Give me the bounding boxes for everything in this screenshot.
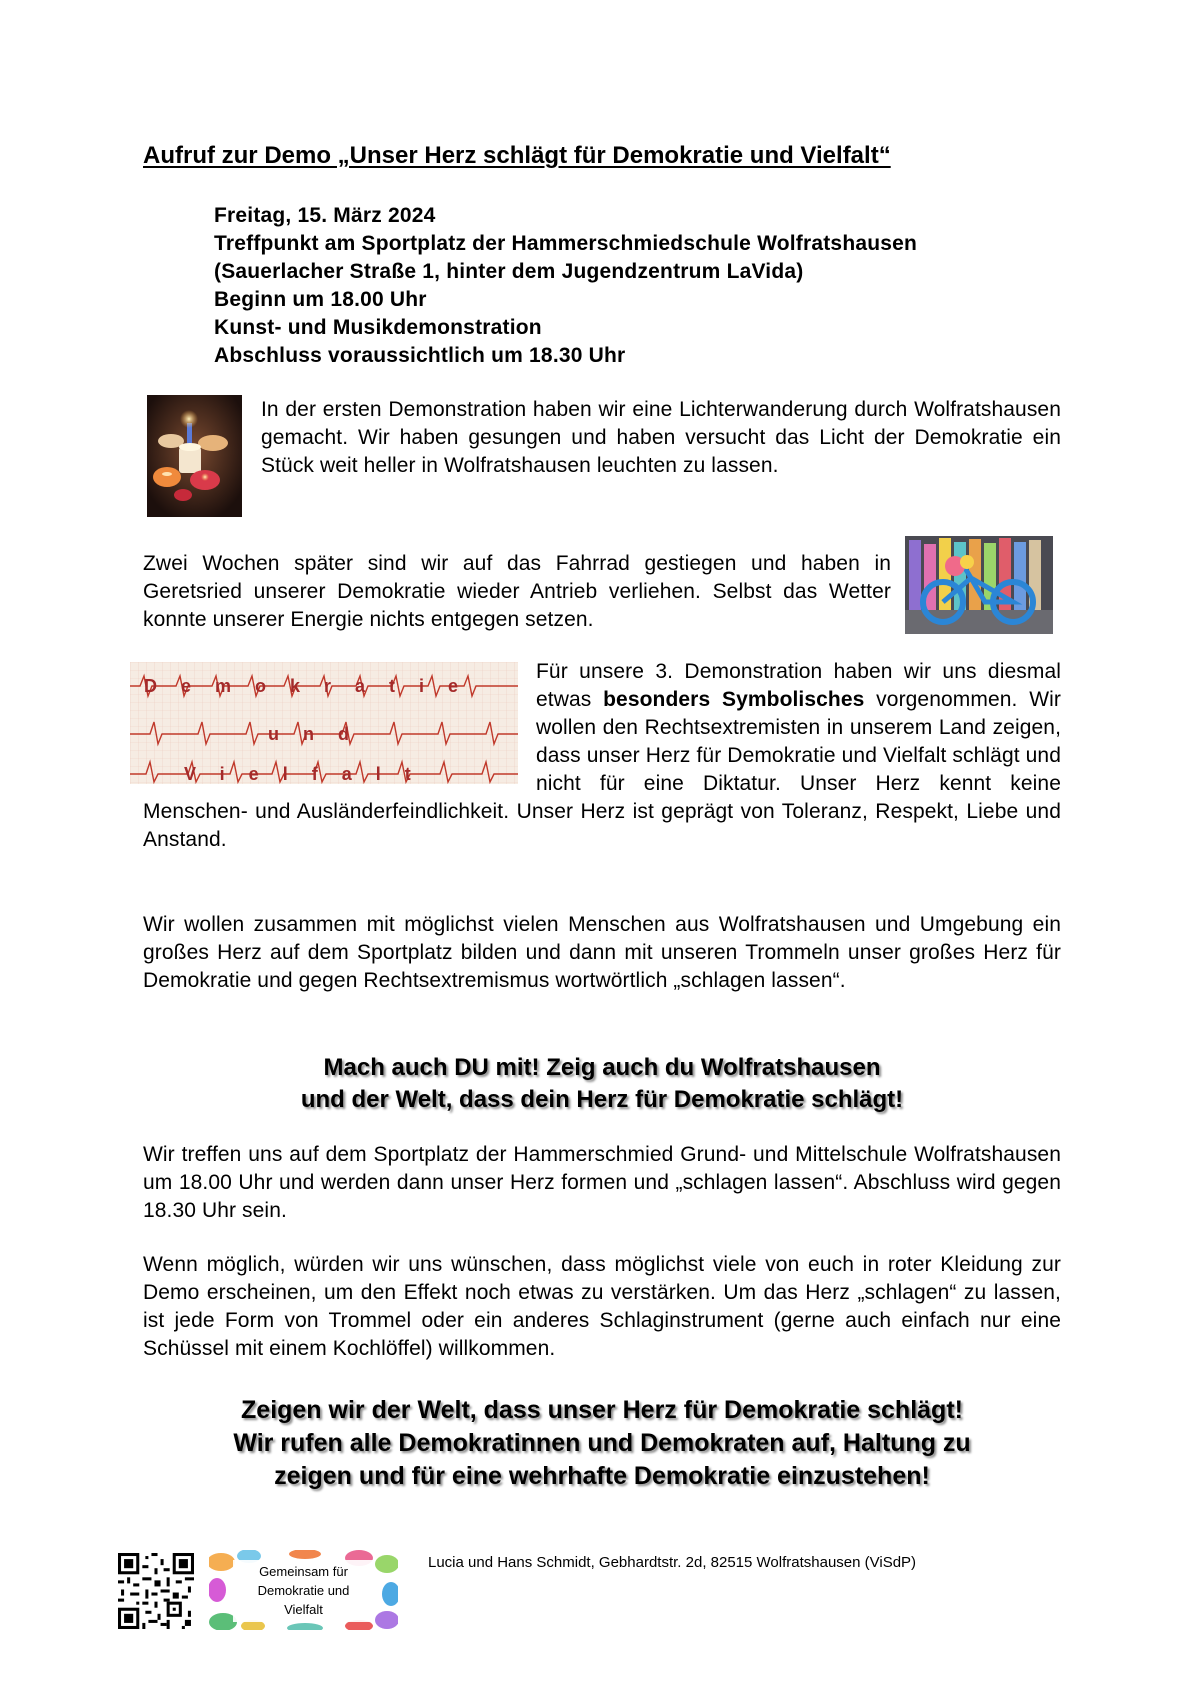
paragraph-heart-plan: Wir wollen zusammen mit möglichst vielen Menschen aus Wolfratshausen und Umgebung ein großes Herz auf dem Sportplatz bilden und dann mit unseren Trommeln unser großes Herz für Demokratie und gegen Rechtsextremismus wortwörtlich „schlagen lassen“. [143, 913, 1061, 992]
paragraph-third-demo [143, 658, 1061, 854]
logo-line1: Gemeinsam für [259, 1564, 348, 1579]
event-details [214, 202, 917, 370]
paragraph-third-bold: besonders Symbolisches [603, 688, 865, 711]
footer-imprint: Lucia und Hans Schmidt, Gebhardtstr. 2d, 82515 Wolfratshausen (ViSdP) [428, 1554, 917, 1571]
event-meeting-point: Treffpunkt am Sportplatz der Hammerschmiedschule Wolfratshausen [214, 232, 918, 255]
event-start: Beginn um 18.00 Uhr [214, 288, 427, 311]
ecg-word-vielfalt: Vielfalt [184, 764, 435, 784]
qr-code-icon[interactable] [118, 1553, 194, 1629]
paragraph-clothing-drums: Wenn möglich, würden wir uns wünschen, dass möglichst viele von euch in roter Kleidung zur Demo erscheinen, um den Effekt noch etwas zu verstärken. Um das Herz „schlagen“ zu lassen, ist jede Form von Trommel oder ein anderes Schlaginstrument (gerne auch einfach nur eine Schüssel mit einem Kochlöffel) willkommen. [143, 1253, 1061, 1360]
call-to-action-2 [143, 1394, 1061, 1493]
call-to-action-1-line1: Mach auch DU mit! Zeig auch du Wolfratshausen [323, 1054, 881, 1081]
ecg-word-demokratie: Demokratie [144, 676, 483, 696]
call-to-action-2-line2: Wir rufen alle Demokratinnen und Demokraten auf, Haltung zu [233, 1429, 971, 1457]
call-to-action-1-line2: und der Welt, dass dein Herz für Demokratie schlägt! [300, 1086, 904, 1113]
call-to-action-1 [143, 1052, 1061, 1116]
call-to-action-2-line1: Zeigen wir der Welt, dass unser Herz für Demokratie schlägt! [241, 1396, 963, 1424]
event-type: Kunst- und Musikdemonstration [214, 316, 542, 339]
event-end: Abschluss voraussichtlich um 18.30 Uhr [214, 344, 626, 367]
bicycle-photo [905, 536, 1053, 634]
candles-photo [147, 395, 242, 517]
paragraph-second-demo: Zwei Wochen später sind wir auf das Fahrrad gestiegen und haben in Geretsried unserer Demokratie wieder Antrieb verliehen. Selbst das Wetter konnte unserer Energie nichts entgegen setzen. [143, 552, 891, 631]
logo-line2: Demokratie und [257, 1583, 350, 1598]
ecg-heartbeat-image [130, 662, 518, 784]
paragraph-third-text-end: vorgenommen. Wir wollen den Rechtsextremisten in unserem Land zeigen, dass unser Herz für Demokratie und Vielfalt schlägt und nicht für eine Diktatur. Unser Herz kennt keine Menschen- und Ausländerfeindlichkeit. Unser Herz ist geprägt von Toleranz, Respekt, Liebe und Anstand. [143, 688, 1061, 851]
paragraph-first-demo: In der ersten Demonstration haben wir eine Lichterwanderung durch Wolfratshausen gemacht. Wir haben gesungen und haben versucht das Licht der Demokratie ein Stück weit heller in Wolfratshausen leuchten zu lassen. [261, 398, 1061, 477]
paragraph-third-text-start: Für unsere 3. Demonstration haben wir uns diesmal etwas [536, 660, 1061, 711]
page-title: Aufruf zur Demo „Unser Herz schlägt für Demokratie und Vielfalt“ [143, 142, 891, 169]
call-to-action-2-line3: zeigen und für eine wehrhafte Demokratie einzustehen! [274, 1462, 930, 1490]
logo-line3: Vielfalt [284, 1602, 323, 1617]
ecg-word-und: und [268, 724, 373, 744]
event-date: Freitag, 15. März 2024 [214, 204, 436, 227]
logo-gemeinsam [209, 1550, 398, 1630]
paragraph-meeting-info: Wir treffen uns auf dem Sportplatz der Hammerschmied Grund- und Mittelschule Wolfratshausen um 18.00 Uhr und werden dann unser Herz formen und „schlagen lassen“. Abschluss wird gegen 18.30 Uhr sein. [143, 1143, 1061, 1222]
event-address: (Sauerlacher Straße 1, hinter dem Jugendzentrum LaVida) [214, 260, 804, 283]
